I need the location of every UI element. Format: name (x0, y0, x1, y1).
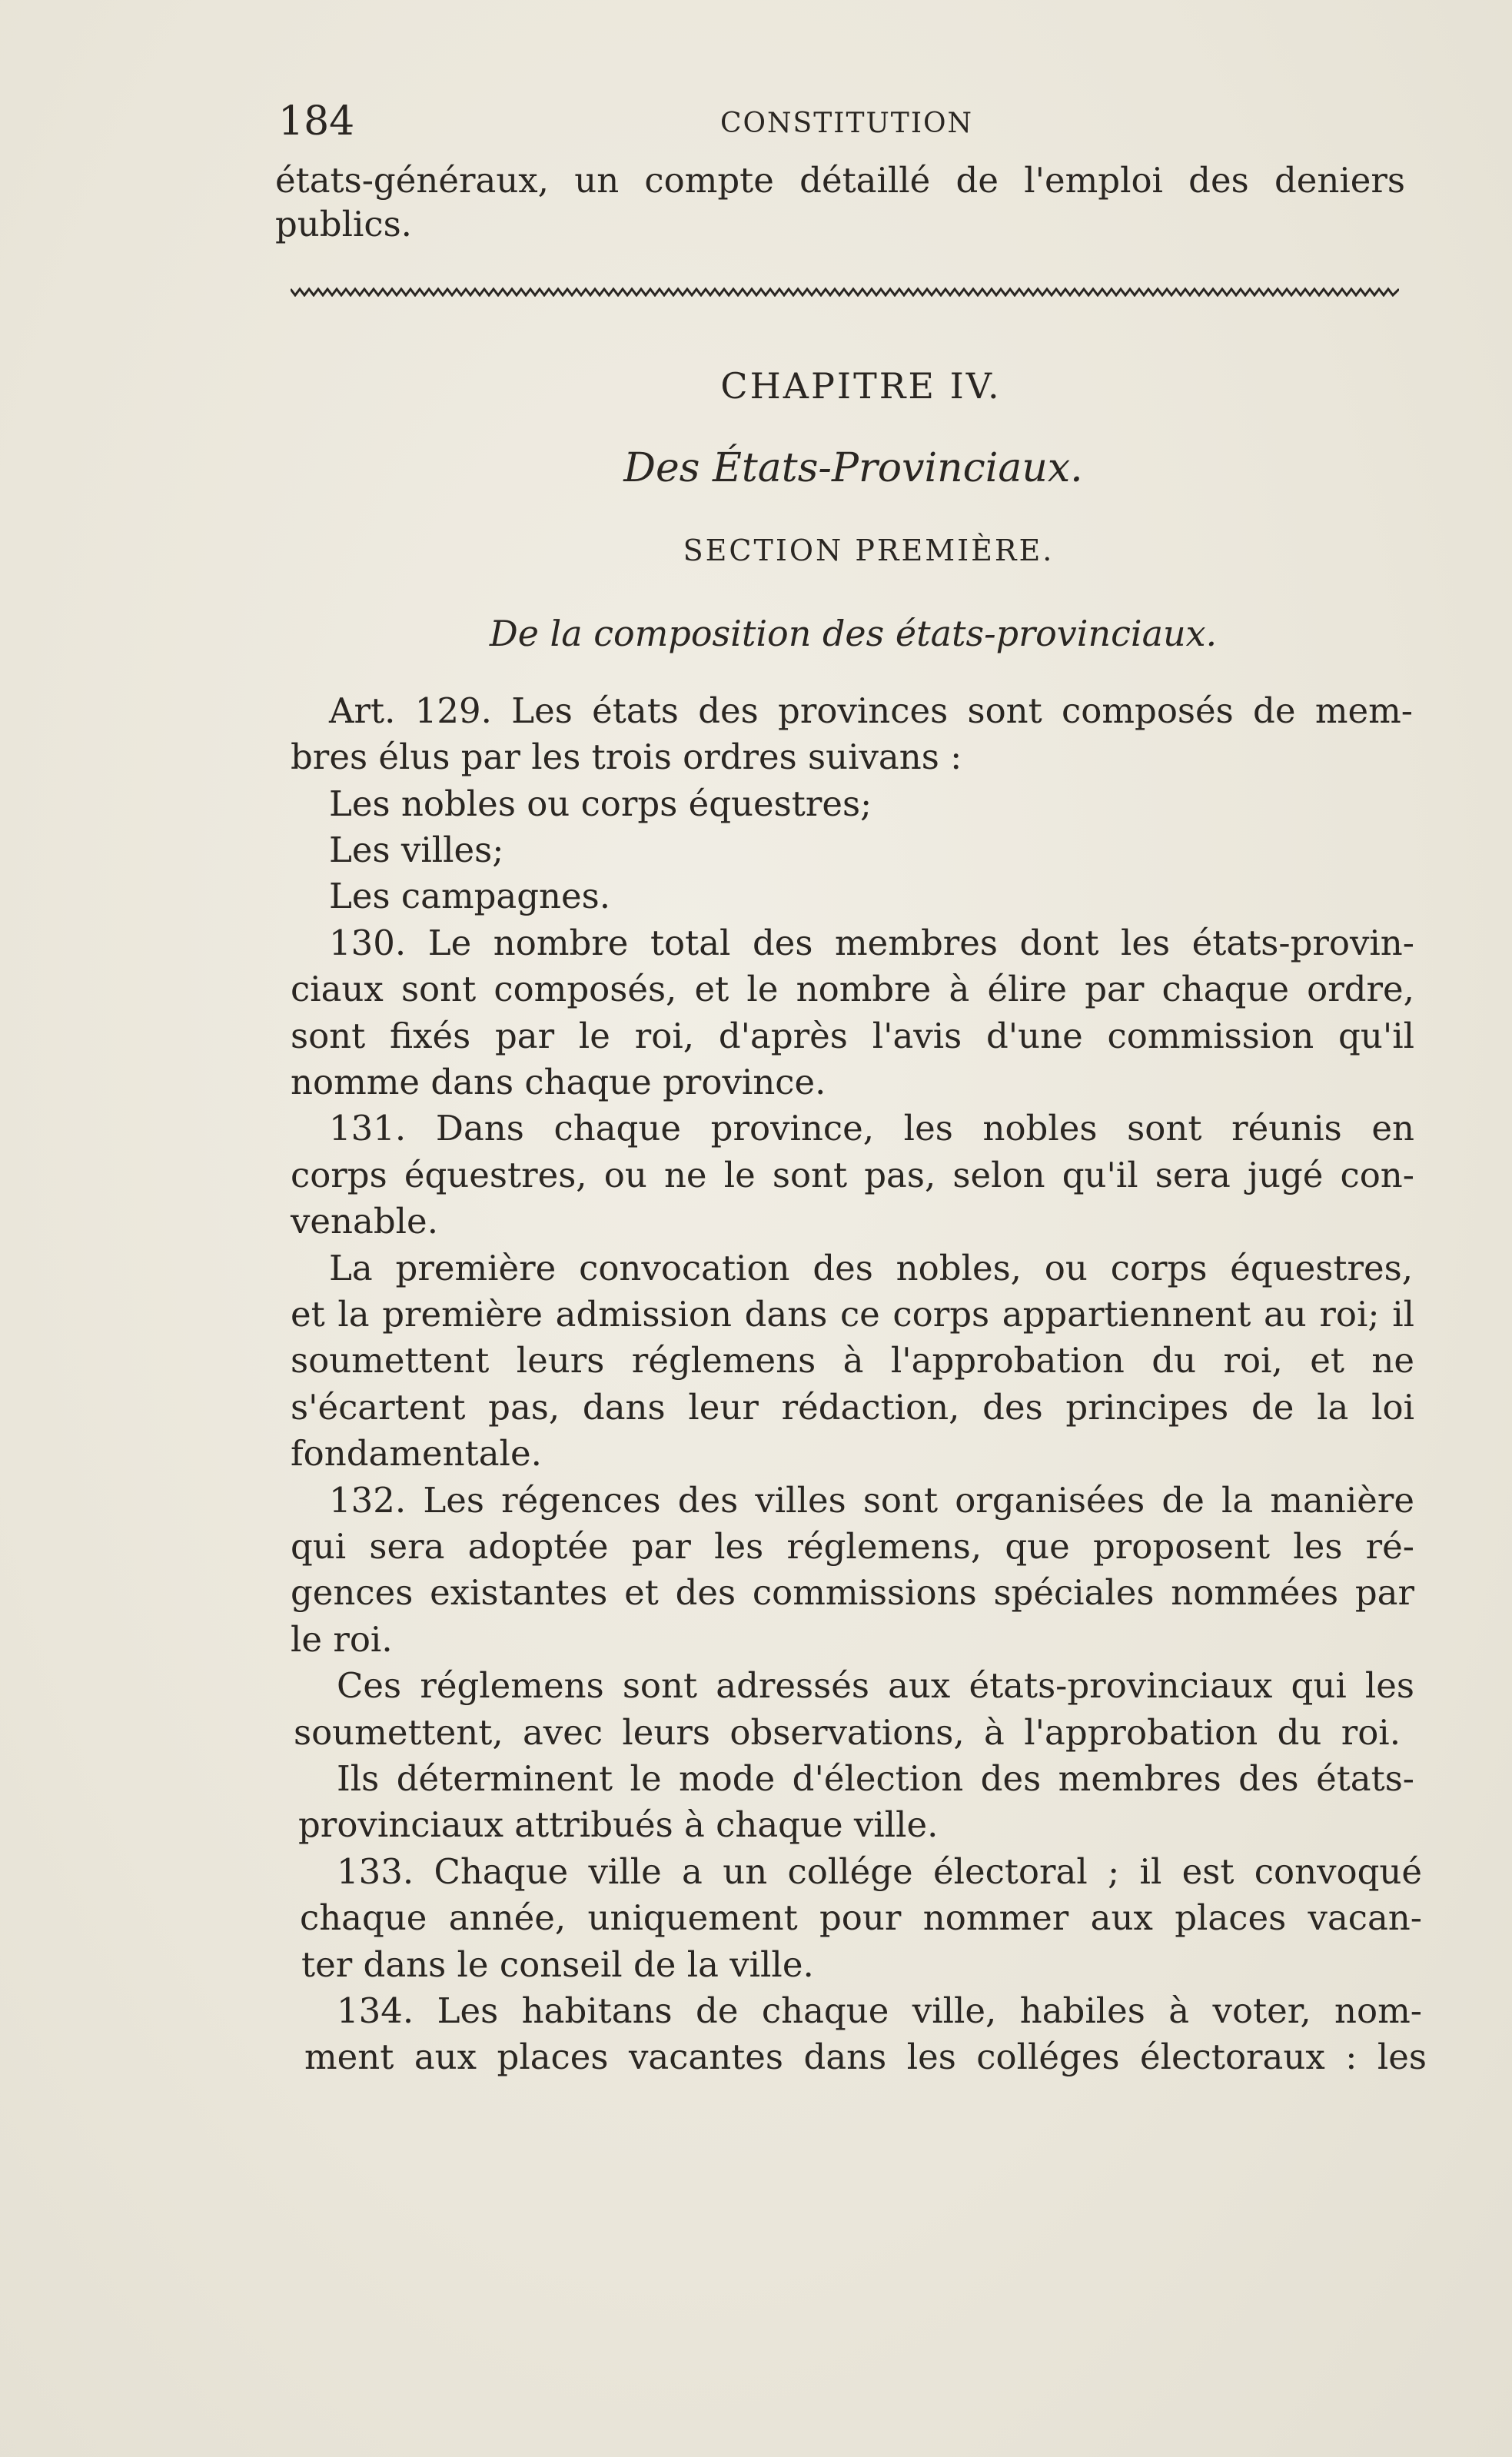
text-line: 134. Les habitans de chaque ville, habiles à voter, nom- (337, 1990, 1422, 2031)
text-line: 131. Dans chaque province, les nobles sont réunis en (329, 1108, 1414, 1149)
text-line: 130. Le nombre total des membres dont les états-provin- (329, 923, 1414, 963)
text-line: 132. Les régences des villes sont organisées de la manière (329, 1480, 1414, 1521)
text-line: fondamentale. (291, 1433, 542, 1474)
text-line: nomme dans chaque province. (291, 1062, 826, 1102)
text-line: et la première admission dans ce corps appartiennent au roi; il (291, 1294, 1414, 1335)
text-line: provinciaux attribués à chaque ville. (298, 1804, 939, 1845)
chapter-title: CHAPITRE IV. (720, 365, 1002, 407)
text-line: Les campagnes. (329, 876, 611, 916)
text-line: La première convocation des nobles, ou corps équestres, (329, 1248, 1413, 1288)
text-line: Ils déterminent le mode d'élection des membres des états- (337, 1758, 1414, 1799)
text-line: Les nobles ou corps équestres; (329, 783, 872, 824)
text-line: soumettent leurs réglemens à l'approbation du roi, et ne (291, 1340, 1414, 1381)
text-line: gences existantes et des commissions spéciales nommées par (291, 1572, 1414, 1613)
text-line: le roi. (291, 1619, 393, 1660)
text-line: états-généraux, un compte détaillé de l'emploi des deniers (275, 160, 1405, 201)
text-line: sont fixés par le roi, d'après l'avis d'une commission qu'il (291, 1016, 1414, 1056)
text-line: Art. 129. Les états des provinces sont composés de mem- (329, 690, 1413, 731)
text-line: chaque année, uniquement pour nommer aux places vacan- (300, 1897, 1422, 1938)
text-line: soumettent, avec leurs observations, à l'approbation du roi. (294, 1712, 1401, 1753)
running-head (278, 98, 993, 152)
text-line: 133. Chaque ville a un collége électoral ; il est convoqué (337, 1851, 1422, 1892)
text-line: s'écartent pas, dans leur rédaction, des principes de la loi (291, 1387, 1414, 1428)
text-line: Ces réglemens sont adressés aux états-provinciaux qui les (337, 1665, 1414, 1706)
page-number: 184 (278, 98, 355, 145)
text-line: Les villes; (329, 830, 504, 870)
section-title: SECTION PREMIÈRE. (683, 534, 1055, 567)
text-line: ment aux places vacantes dans les colléges électoraux : les (304, 2036, 1427, 2077)
text-line: publics. (275, 204, 412, 244)
text-line: venable. (291, 1201, 438, 1242)
running-title: CONSTITUTION (720, 108, 974, 139)
ornamental-rule (291, 286, 1399, 297)
text-line: ciaux sont composés, et le nombre à élire par chaque ordre, (291, 969, 1414, 1009)
section-subtitle: De la composition des états-provinciaux. (489, 613, 1218, 654)
text-line: bres élus par les trois ordres suivans : (291, 736, 962, 777)
text-line: ter dans le conseil de la ville. (301, 1944, 814, 1985)
text-line: qui sera adoptée par les réglemens, que proposent les ré- (291, 1526, 1414, 1567)
chapter-subtitle: Des États-Provinciaux. (623, 445, 1083, 491)
text-line: corps équestres, ou ne le sont pas, selon qu'il sera jugé con- (291, 1155, 1414, 1195)
